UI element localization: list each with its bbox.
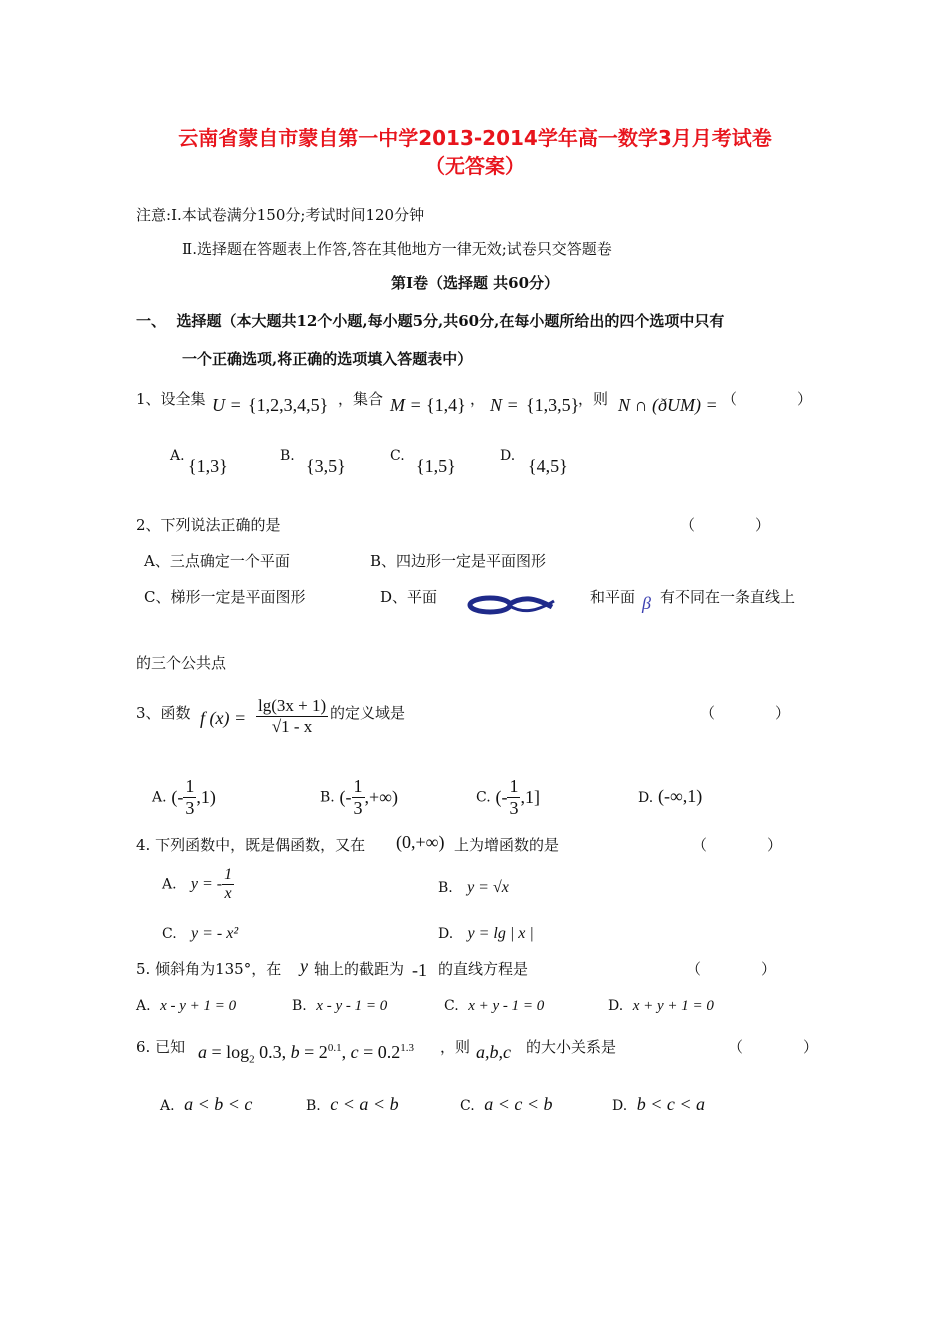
q2-beta-symbol: β: [642, 593, 651, 613]
q1-option-d-value: {4,5}: [528, 456, 568, 476]
notice-label: 注意:: [136, 206, 172, 224]
q4-stem-suffix: 上为增函数的是: [454, 836, 560, 854]
part1-heading: [136, 310, 724, 331]
q6-mid: ，则: [440, 1038, 471, 1056]
q1-n-set: {1,3,5}: [526, 395, 580, 415]
q1-option-b-label: B.: [280, 448, 295, 464]
q6-option-b: B. c < a < b: [306, 1094, 399, 1114]
q1-option-b-value: {3,5}: [306, 456, 346, 476]
part1-heading-text: 选择题（本大题共12个小题,每小题5分,共60分,在每小题所给出的四个选项中只有: [176, 312, 725, 330]
q5-intercept: -1: [412, 960, 427, 980]
q1-option-d-label: D.: [500, 448, 516, 464]
q3-numerator: lg(3x + 1): [258, 696, 327, 715]
part1-number: 一、: [136, 312, 167, 330]
q5-option-c: C. x + y - 1 = 0: [444, 998, 545, 1014]
q2-option-b: B、四边形一定是平面图形: [370, 552, 547, 570]
q1-prefix: 1、设全集: [136, 390, 206, 408]
q1-expression: N ∩ (ðUM) =: [618, 395, 718, 415]
q4-option-a: A. y = - $\frac{1}{x}$: [162, 866, 233, 902]
q3-option-d: D. (-∞,1): [638, 786, 703, 806]
q1-u-label: U =: [212, 395, 242, 415]
page-subtitle: （无答案）: [425, 154, 525, 178]
alpha-symbol-icon: [464, 594, 560, 616]
q3-denominator: √1 - x: [271, 717, 313, 736]
page-title: 云南省蒙自市蒙自第一中学2013-2014学年高一数学3月月考试卷: [178, 126, 772, 150]
q6-variables: a,b,c: [476, 1042, 511, 1062]
q2-option-d-continued: 的三个公共点: [136, 654, 227, 672]
q1-comma: ，: [470, 390, 486, 408]
notice-line-1: [136, 204, 424, 225]
q4-answer-paren: （ ）: [692, 836, 783, 854]
q3-answer-paren: （ ）: [700, 704, 791, 722]
q1-option-a-label: A.: [170, 448, 185, 464]
part1-heading-cont: 一个正确选项,将正确的选项填入答题表中）: [182, 350, 473, 368]
q2-option-a: A、三点确定一个平面: [144, 552, 290, 570]
q1-m-set: {1,4}: [426, 395, 466, 415]
q5-answer-paren: （ ）: [686, 960, 777, 978]
q2-option-d-mid: 和平面: [590, 588, 636, 606]
q5-stem-prefix: 5. 倾斜角为135°，在: [136, 960, 282, 978]
q2-option-c: C、梯形一定是平面图形: [144, 588, 306, 606]
q6-option-d: D. b < c < a: [612, 1094, 706, 1114]
q1-u-set: {1,2,3,4,5}: [248, 395, 329, 415]
notice-item-2: Ⅱ.选择题在答题表上作答,答在其他地方一律无效;试卷只交答题卷: [182, 240, 612, 258]
q1-answer-paren: （ ）: [722, 390, 813, 408]
q6-answer-paren: （ ）: [728, 1038, 819, 1056]
q5-stem-mid: 轴上的截距为: [314, 960, 405, 978]
q3-option-a: A. (- $\frac{1}{3}$ ,1): [152, 776, 216, 818]
notice-item-1: Ⅰ.本试卷满分150分;考试时间120分钟: [171, 206, 425, 224]
q4-option-d: D. y = lg | x |: [438, 925, 534, 942]
q1-mid2: ，则: [578, 390, 609, 408]
q3-option-c: C. (- $\frac{1}{3}$ ,1]: [476, 776, 540, 818]
q4-option-c: C. y = - x²: [162, 925, 239, 942]
q4-option-b: B. y = √x: [438, 879, 509, 896]
q1-option-c-label: C.: [390, 448, 405, 464]
q2-answer-paren: （ ）: [680, 516, 771, 534]
q5-y-variable: y: [300, 956, 308, 976]
q2-stem: 2、下列说法正确的是: [136, 516, 281, 534]
q6-prefix: 6. 已知: [136, 1038, 186, 1056]
q2-option-d-suffix: 有不同在一条直线上: [660, 588, 796, 606]
q3-fraction: [256, 696, 328, 737]
q5-option-a: A. x - y + 1 = 0: [136, 998, 237, 1014]
q6-option-c: C. a < c < b: [460, 1094, 553, 1114]
q4-interval: (0,+∞): [396, 832, 445, 852]
q3-prefix: 3、函数: [136, 704, 191, 722]
q6-expression: $a = \log_2 0.3$, $b = 2^{0.1}$, $c = 0.2^{1.3}$: [198, 1042, 414, 1066]
q5-stem-suffix: 的直线方程是: [438, 960, 529, 978]
q2-option-d-prefix: D、平面: [380, 588, 438, 606]
q3-suffix: 的定义域是: [330, 704, 406, 722]
q6-suffix: 的大小关系是: [526, 1038, 617, 1056]
q6-option-a: A. a < b < c: [160, 1094, 253, 1114]
q1-option-a-value: {1,3}: [188, 456, 228, 476]
q3-function-label: f (x) =: [200, 708, 247, 728]
q5-option-b: B. x - y - 1 = 0: [292, 998, 388, 1014]
q1-option-c-value: {1,5}: [416, 456, 456, 476]
q5-option-d: D. x + y + 1 = 0: [608, 998, 714, 1014]
q1-m-label: M =: [390, 395, 422, 415]
q3-option-b: B. (- $\frac{1}{3}$ ,+∞): [320, 776, 399, 818]
section-title: 第Ⅰ卷（选择题 共60分）: [390, 274, 560, 292]
q4-stem-prefix: 4. 下列函数中，既是偶函数，又在: [136, 836, 366, 854]
q1-mid1: ，集合: [338, 390, 384, 408]
q1-n-label: N =: [490, 395, 519, 415]
